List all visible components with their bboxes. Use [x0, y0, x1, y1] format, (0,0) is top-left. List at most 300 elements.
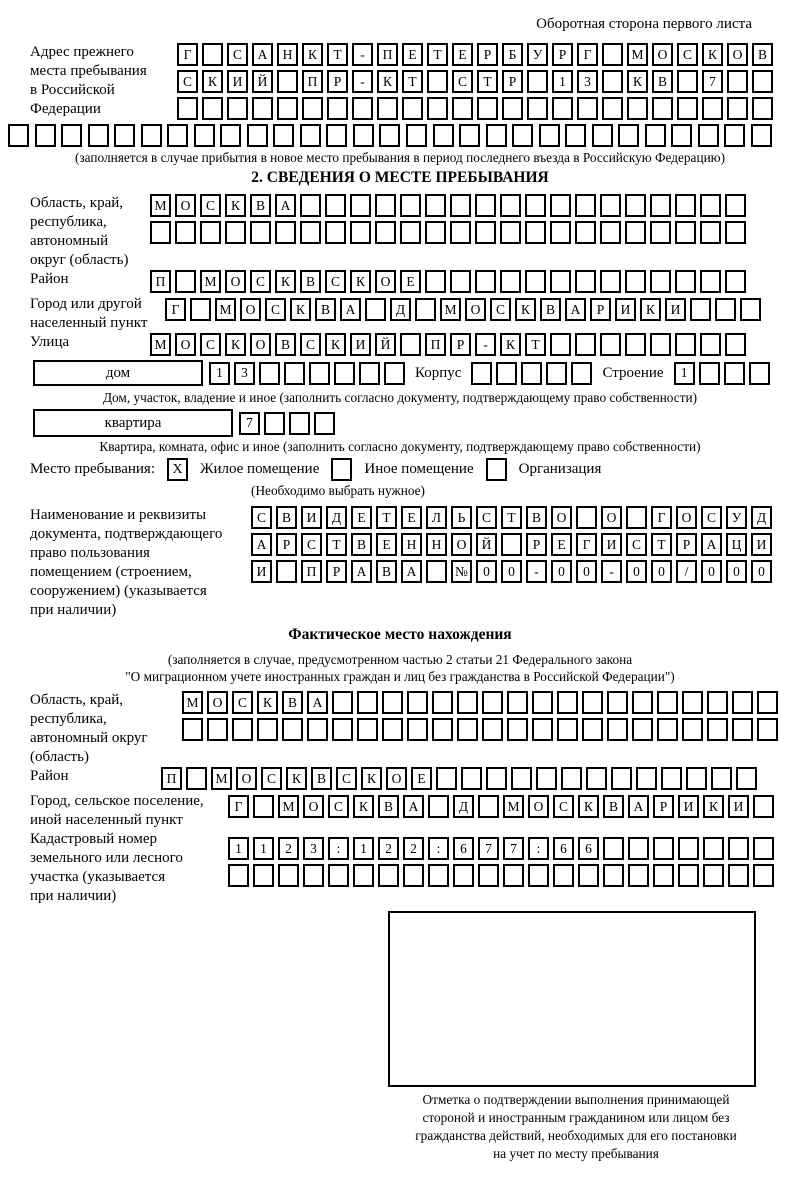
char-cell: [727, 97, 748, 120]
char-cell: [365, 298, 386, 321]
dom-caption: Дом, участок, владение и иное (заполнить согласно документу, подтверждающему право собственности): [102, 390, 698, 405]
char-cell: [415, 298, 436, 321]
char-cell: [728, 837, 749, 860]
document-cells: [251, 506, 772, 587]
char-cell: В: [282, 691, 303, 714]
char-cell: [603, 864, 624, 887]
char-cell: [350, 194, 371, 217]
char-cell: [375, 221, 396, 244]
label-line: Область, край,: [30, 195, 124, 211]
group-rayon: [8, 270, 792, 293]
char-cell: [711, 767, 732, 790]
char-cell: [350, 221, 371, 244]
char-cell: [486, 767, 507, 790]
char-cell: [436, 767, 457, 790]
label-line: места пребывания: [30, 63, 147, 79]
char-cell: К: [377, 70, 398, 93]
label-line: автономный: [30, 233, 109, 249]
char-cell: Д: [390, 298, 411, 321]
char-cell: 0: [701, 560, 722, 583]
char-cell: Е: [411, 767, 432, 790]
factual-oblast-cells: [182, 691, 778, 745]
char-cell: [603, 837, 624, 860]
char-cell: О: [727, 43, 748, 66]
char-cell: [427, 70, 448, 93]
char-cell: [457, 718, 478, 741]
char-cell: М: [211, 767, 232, 790]
char-cell: [482, 691, 503, 714]
char-cell: [539, 124, 560, 147]
char-cell: [600, 270, 621, 293]
char-cell: О: [601, 506, 622, 529]
char-cell: [507, 718, 528, 741]
char-cell: [650, 270, 671, 293]
char-cell: [300, 194, 321, 217]
char-cell: Е: [402, 43, 423, 66]
char-cell: К: [257, 691, 278, 714]
char-cell: [61, 124, 82, 147]
char-cell: [276, 560, 297, 583]
char-cell: [307, 718, 328, 741]
char-cell: [550, 333, 571, 356]
char-cell: [625, 221, 646, 244]
label-line: Федерации: [30, 101, 101, 117]
char-cell: [627, 97, 648, 120]
char-row-prev-address-2: [177, 70, 773, 93]
char-cell: С: [336, 767, 357, 790]
char-cell: К: [286, 767, 307, 790]
char-cell: 7: [702, 70, 723, 93]
char-cell: Т: [327, 43, 348, 66]
char-cell: Р: [526, 533, 547, 556]
factual-caption-2: "О миграционном учете иностранных граждан и лиц без гражданства в Российской Федерации"): [125, 669, 675, 684]
char-cell: К: [702, 43, 723, 66]
char-cell: [707, 691, 728, 714]
char-cell: О: [236, 767, 257, 790]
confirmation-stamp-caption: [370, 1091, 782, 1163]
char-cell: [752, 70, 773, 93]
char-cell: [753, 864, 774, 887]
char-cell: [557, 691, 578, 714]
label-line: документа, подтверждающего: [30, 526, 223, 542]
char-cell: [550, 221, 571, 244]
char-cell: Н: [401, 533, 422, 556]
char-cell: [700, 270, 721, 293]
char-cell: [552, 97, 573, 120]
char-cell: [557, 718, 578, 741]
char-cell: К: [500, 333, 521, 356]
char-cell: [700, 333, 721, 356]
char-cell: [407, 691, 428, 714]
char-cell: С: [250, 270, 271, 293]
char-cell: В: [300, 270, 321, 293]
char-cell: В: [652, 70, 673, 93]
header-note: Оборотная сторона первого листа: [536, 16, 752, 32]
char-cell: [141, 124, 162, 147]
char-cell: [207, 718, 228, 741]
char-cell: [632, 718, 653, 741]
char-cell: [328, 864, 349, 887]
char-cell: [277, 70, 298, 93]
char-cell: [359, 362, 380, 385]
char-cell: [400, 194, 421, 217]
char-cell: [314, 412, 335, 435]
char-cell: [521, 362, 542, 385]
char-cell: М: [182, 691, 203, 714]
char-cell: М: [200, 270, 221, 293]
char-cell: Е: [376, 533, 397, 556]
char-cell: [512, 124, 533, 147]
char-cell: А: [628, 795, 649, 818]
char-cell: С: [232, 691, 253, 714]
char-cell: Р: [276, 533, 297, 556]
char-cell: [150, 221, 171, 244]
factual-oblast-label: [8, 691, 182, 767]
char-cell: -: [601, 560, 622, 583]
char-cell: [247, 124, 268, 147]
char-cell: [302, 97, 323, 120]
char-cell: [175, 221, 196, 244]
label-line: в Российской: [30, 82, 115, 98]
char-cell: М: [150, 333, 171, 356]
char-cell: [300, 124, 321, 147]
char-cell: [232, 718, 253, 741]
char-cell: 7: [239, 412, 260, 435]
char-cell: [678, 864, 699, 887]
char-cell: Л: [426, 506, 447, 529]
char-cell: [753, 837, 774, 860]
char-cell: [289, 412, 310, 435]
char-cell: [450, 270, 471, 293]
char-cell: [707, 718, 728, 741]
char-cell: В: [376, 560, 397, 583]
char-cell: [482, 718, 503, 741]
char-row-oblast-2: [150, 221, 746, 244]
char-cell: А: [565, 298, 586, 321]
char-cell: А: [351, 560, 372, 583]
char-cell: [453, 864, 474, 887]
char-cell: [600, 221, 621, 244]
char-cell: [503, 864, 524, 887]
char-cell: М: [627, 43, 648, 66]
char-cell: М: [440, 298, 461, 321]
char-cell: Г: [576, 533, 597, 556]
char-cell: С: [301, 533, 322, 556]
char-cell: Г: [651, 506, 672, 529]
char-cell: О: [250, 333, 271, 356]
char-cell: К: [361, 767, 382, 790]
caption-line: Отметка о подтверждении выполнения принимающей: [422, 1092, 730, 1107]
char-cell: [675, 221, 696, 244]
char-cell: 0: [651, 560, 672, 583]
char-cell: [303, 864, 324, 887]
char-cell: [736, 767, 757, 790]
char-cell: С: [701, 506, 722, 529]
char-cell: [326, 124, 347, 147]
char-cell: [511, 767, 532, 790]
oblast-label: [8, 194, 150, 270]
char-cell: Т: [477, 70, 498, 93]
kadastr-label: [8, 830, 228, 906]
char-row-prev-address-3: [177, 97, 773, 120]
char-cell: [592, 124, 613, 147]
char-cell: -: [352, 70, 373, 93]
confirmation-stamp-box: [388, 911, 756, 1087]
char-cell: Т: [427, 43, 448, 66]
char-cell: А: [275, 194, 296, 217]
char-cell: П: [377, 43, 398, 66]
char-cell: [400, 333, 421, 356]
option-inoe-label: Иное помещение: [364, 461, 474, 477]
char-cell: Д: [326, 506, 347, 529]
factual-heading: Фактическое место нахождения: [288, 626, 512, 643]
char-cell: 0: [576, 560, 597, 583]
char-cell: [626, 506, 647, 529]
char-row-korpus: [471, 362, 592, 385]
char-cell: [577, 97, 598, 120]
char-cell: [525, 221, 546, 244]
char-cell: [332, 691, 353, 714]
char-cell: [427, 97, 448, 120]
char-cell: К: [515, 298, 536, 321]
char-cell: [661, 767, 682, 790]
kvartira-row: [8, 409, 792, 437]
char-cell: [500, 221, 521, 244]
char-cell: [625, 194, 646, 217]
char-cell: Р: [552, 43, 573, 66]
char-cell: [450, 194, 471, 217]
char-cell: О: [528, 795, 549, 818]
char-row-stroenie: [674, 362, 770, 385]
char-cell: [653, 864, 674, 887]
previous-address-cells: [177, 43, 773, 124]
char-cell: [300, 221, 321, 244]
char-cell: С: [251, 506, 272, 529]
residence-type-row: [8, 458, 792, 481]
char-cell: В: [378, 795, 399, 818]
char-cell: [550, 194, 571, 217]
char-cell: Р: [450, 333, 471, 356]
char-cell: К: [703, 795, 724, 818]
char-cell: И: [665, 298, 686, 321]
char-cell: [602, 43, 623, 66]
char-cell: [457, 691, 478, 714]
char-cell: К: [627, 70, 648, 93]
char-cell: [699, 362, 720, 385]
char-cell: С: [177, 70, 198, 93]
char-cell: П: [425, 333, 446, 356]
char-cell: [250, 221, 271, 244]
char-row-factual-oblast-1: [182, 691, 778, 714]
char-cell: [277, 97, 298, 120]
char-cell: 3: [577, 70, 598, 93]
char-cell: [252, 97, 273, 120]
char-cell: К: [640, 298, 661, 321]
section2-heading: 2. СВЕДЕНИЯ О МЕСТЕ ПРЕБЫВАНИЯ: [251, 169, 549, 186]
char-row-oblast-1: [150, 194, 746, 217]
char-cell: А: [340, 298, 361, 321]
char-cell: [190, 298, 211, 321]
char-cell: 2: [403, 837, 424, 860]
char-cell: [309, 362, 330, 385]
char-cell: [525, 194, 546, 217]
char-cell: [527, 97, 548, 120]
char-cell: [375, 194, 396, 217]
char-cell: -: [352, 43, 373, 66]
char-cell: [575, 221, 596, 244]
group-oblast: [8, 194, 792, 270]
residence-type-label: Место пребывания:: [30, 461, 155, 477]
char-cell: [382, 691, 403, 714]
char-cell: [177, 97, 198, 120]
char-cell: В: [311, 767, 332, 790]
char-cell: 6: [553, 837, 574, 860]
char-cell: [653, 837, 674, 860]
char-cell: [636, 767, 657, 790]
label-line: Наименование и реквизиты: [30, 507, 207, 523]
char-cell: [352, 97, 373, 120]
char-cell: М: [278, 795, 299, 818]
char-row-rayon: [150, 270, 746, 293]
char-cell: 0: [726, 560, 747, 583]
option-organizatsiya-label: Организация: [518, 461, 602, 477]
label-line: автономный округ: [30, 730, 148, 746]
char-cell: [428, 864, 449, 887]
factual-caption-1: (заполняется в случае, предусмотренном частью 2 статьи 21 Федерального закона: [167, 652, 633, 667]
option-zhiloe-label: Жилое помещение: [200, 461, 320, 477]
char-cell: [611, 767, 632, 790]
label-line: республика,: [30, 214, 107, 230]
checkbox-inoe: [331, 458, 352, 481]
char-cell: [327, 97, 348, 120]
gorod-label: [8, 295, 165, 333]
char-cell: О: [175, 333, 196, 356]
char-row-gorod: [165, 298, 761, 321]
char-cell: 1: [353, 837, 374, 860]
char-cell: [264, 412, 285, 435]
char-cell: Й: [476, 533, 497, 556]
char-cell: :: [428, 837, 449, 860]
char-cell: [724, 362, 745, 385]
char-cell: [700, 194, 721, 217]
char-cell: Е: [452, 43, 473, 66]
char-cell: [501, 533, 522, 556]
char-cell: К: [353, 795, 374, 818]
char-cell: [682, 718, 703, 741]
char-cell: А: [401, 560, 422, 583]
char-cell: [575, 270, 596, 293]
char-cell: К: [290, 298, 311, 321]
char-cell: [253, 864, 274, 887]
char-cell: Т: [376, 506, 397, 529]
label-line: Адрес прежнего: [30, 44, 134, 60]
char-cell: [182, 718, 203, 741]
label-line: (область): [30, 749, 89, 765]
label-line: иной населенный пункт: [30, 812, 183, 828]
char-cell: 0: [551, 560, 572, 583]
char-cell: О: [375, 270, 396, 293]
char-cell: [702, 97, 723, 120]
residence-type-note: (Необходимо выбрать нужное): [251, 483, 425, 498]
char-cell: [757, 691, 778, 714]
char-row-factual-gorod: [228, 795, 774, 818]
char-cell: [645, 124, 666, 147]
char-cell: [194, 124, 215, 147]
char-cell: [571, 362, 592, 385]
char-cell: [478, 795, 499, 818]
char-cell: В: [526, 506, 547, 529]
char-cell: [725, 270, 746, 293]
label-line: Кадастровый номер: [30, 831, 157, 847]
char-cell: С: [265, 298, 286, 321]
char-cell: 1: [228, 837, 249, 860]
char-cell: -: [526, 560, 547, 583]
char-cell: 0: [751, 560, 772, 583]
char-cell: А: [251, 533, 272, 556]
char-cell: К: [302, 43, 323, 66]
char-cell: :: [528, 837, 549, 860]
char-cell: [114, 124, 135, 147]
char-cell: С: [490, 298, 511, 321]
char-cell: [628, 837, 649, 860]
char-cell: К: [275, 270, 296, 293]
char-cell: 2: [378, 837, 399, 860]
char-cell: С: [325, 270, 346, 293]
char-cell: В: [275, 333, 296, 356]
dom-box: дом: [33, 360, 203, 386]
checkbox-zhiloe: X: [167, 458, 188, 481]
char-cell: [575, 194, 596, 217]
char-cell: №: [451, 560, 472, 583]
char-row-ulitsa: [150, 333, 746, 356]
char-cell: Р: [676, 533, 697, 556]
char-cell: [486, 124, 507, 147]
char-cell: О: [386, 767, 407, 790]
char-cell: [675, 194, 696, 217]
char-cell: Т: [525, 333, 546, 356]
char-row-kvartira: [239, 412, 335, 435]
char-cell: И: [350, 333, 371, 356]
char-cell: [532, 718, 553, 741]
char-cell: [200, 221, 221, 244]
char-row-doc-2: [251, 533, 772, 556]
char-cell: [357, 691, 378, 714]
char-cell: О: [465, 298, 486, 321]
char-cell: [725, 221, 746, 244]
char-cell: [402, 97, 423, 120]
char-cell: [675, 270, 696, 293]
char-cell: В: [315, 298, 336, 321]
char-cell: С: [261, 767, 282, 790]
char-cell: [325, 194, 346, 217]
char-cell: [678, 837, 699, 860]
char-cell: 3: [303, 837, 324, 860]
char-cell: С: [200, 194, 221, 217]
label-line: помещением (строением,: [30, 564, 192, 580]
char-cell: Т: [651, 533, 672, 556]
char-cell: И: [678, 795, 699, 818]
char-cell: [378, 864, 399, 887]
char-cell: [500, 194, 521, 217]
char-cell: М: [503, 795, 524, 818]
char-cell: Д: [751, 506, 772, 529]
previous-address-label: [8, 43, 177, 119]
char-cell: [536, 767, 557, 790]
char-cell: [576, 506, 597, 529]
group-kadastr: [8, 830, 792, 906]
char-cell: [477, 97, 498, 120]
group-document: [8, 506, 792, 620]
